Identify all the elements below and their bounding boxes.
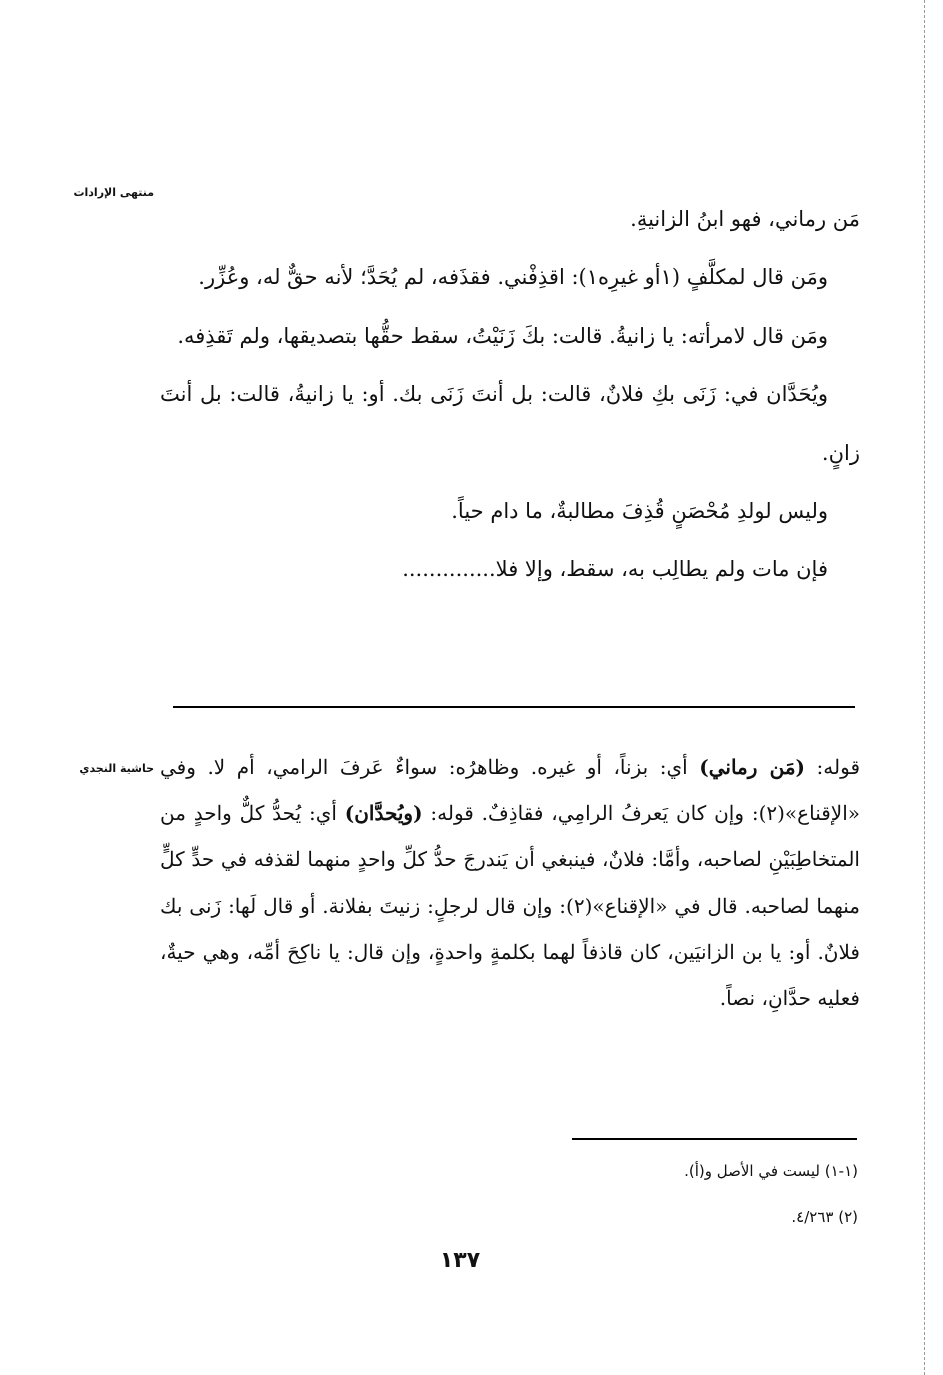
commentary-quote: (مَن رماني) (699, 755, 805, 779)
page-edge (924, 0, 943, 1375)
commentary-prefix: قوله: (805, 755, 861, 779)
commentary-quote: (ويُحدَّان) (344, 801, 423, 826)
footnote-divider (572, 1138, 857, 1140)
main-paragraph: مَن رماني، فهو ابنُ الزانيةِ. (630, 207, 860, 231)
commentary-paragraph (160, 744, 860, 1021)
main-paragraph: ومَن قال لامرأته: يا زانيةُ. قالت: بكَ زَنَيْتُ، سقط حقُّها بتصديقها، ولم تَقذِفه. (177, 323, 828, 348)
main-paragraph: ويُحَدَّان في: زَنَى بكِ فلانٌ، قالت: بل أنتَ زَنَى بك. أو: يا زانيةُ، قالت: بل أنتَ زانٍ. (160, 382, 860, 465)
section-divider (173, 706, 855, 708)
page-number: ١٣٧ (439, 1248, 481, 1273)
commentary-body: أي: بزناً، أو غيره. وظاهرُه: سواءٌ عَرفَ الرامي، أم لا. وفي «الإقناع»(٢): وإن كان يَعرفُ الرامِي، فقاذِفٌ. قوله: (160, 755, 860, 826)
main-text-label: منتهى الإرادات (73, 186, 154, 199)
commentary-text (160, 744, 860, 1021)
footnote: (١-١) ليست في الأصل و(أ). (684, 1162, 858, 1180)
footnote: (٢) ٤/٢٦٣. (791, 1208, 858, 1226)
commentary-label: حاشية النجدي (79, 762, 154, 775)
commentary-body: أي: يُحدُّ كلٌّ واحدٍ من المتخاطِبَيْنِ لصاحبه، وأمَّا: فلانٌ، فينبغي أن يَندرجَ حدُّ كلِّ واحدٍ منهما لقذفه في حدٍّ كلٍّ منهما لصاحبه. قال في «الإقناع»(٢): وإن قال لرجلٍ: زنيتَ بفلانة. أو قال لَها: زَنى بك فلانٌ. أو: يا بن الزانيَين، كان قاذفاً لهما بكلمةٍ واحدةٍ، وإن قال: يا ناكِحَ أمِّه، وهي حيةٌ، فعليه حدَّانِ، نصاً. (160, 801, 861, 1011)
main-paragraph: فإن مات ولم يطالِب به، سقط، وإلا فلا.............. (402, 557, 828, 582)
main-paragraph: وليس لولدِ مُحْصَنٍ قُذِفَ مطالبةٌ، ما دام حياً. (451, 499, 828, 524)
main-paragraph: ومَن قال لمكلَّفٍ (١أو غيرِه١): اقذِفْني. فقذَفه، لم يُحَدَّ؛ لأنه حقٌّ له، وعُزِّر. (198, 265, 828, 290)
main-text (160, 190, 860, 599)
